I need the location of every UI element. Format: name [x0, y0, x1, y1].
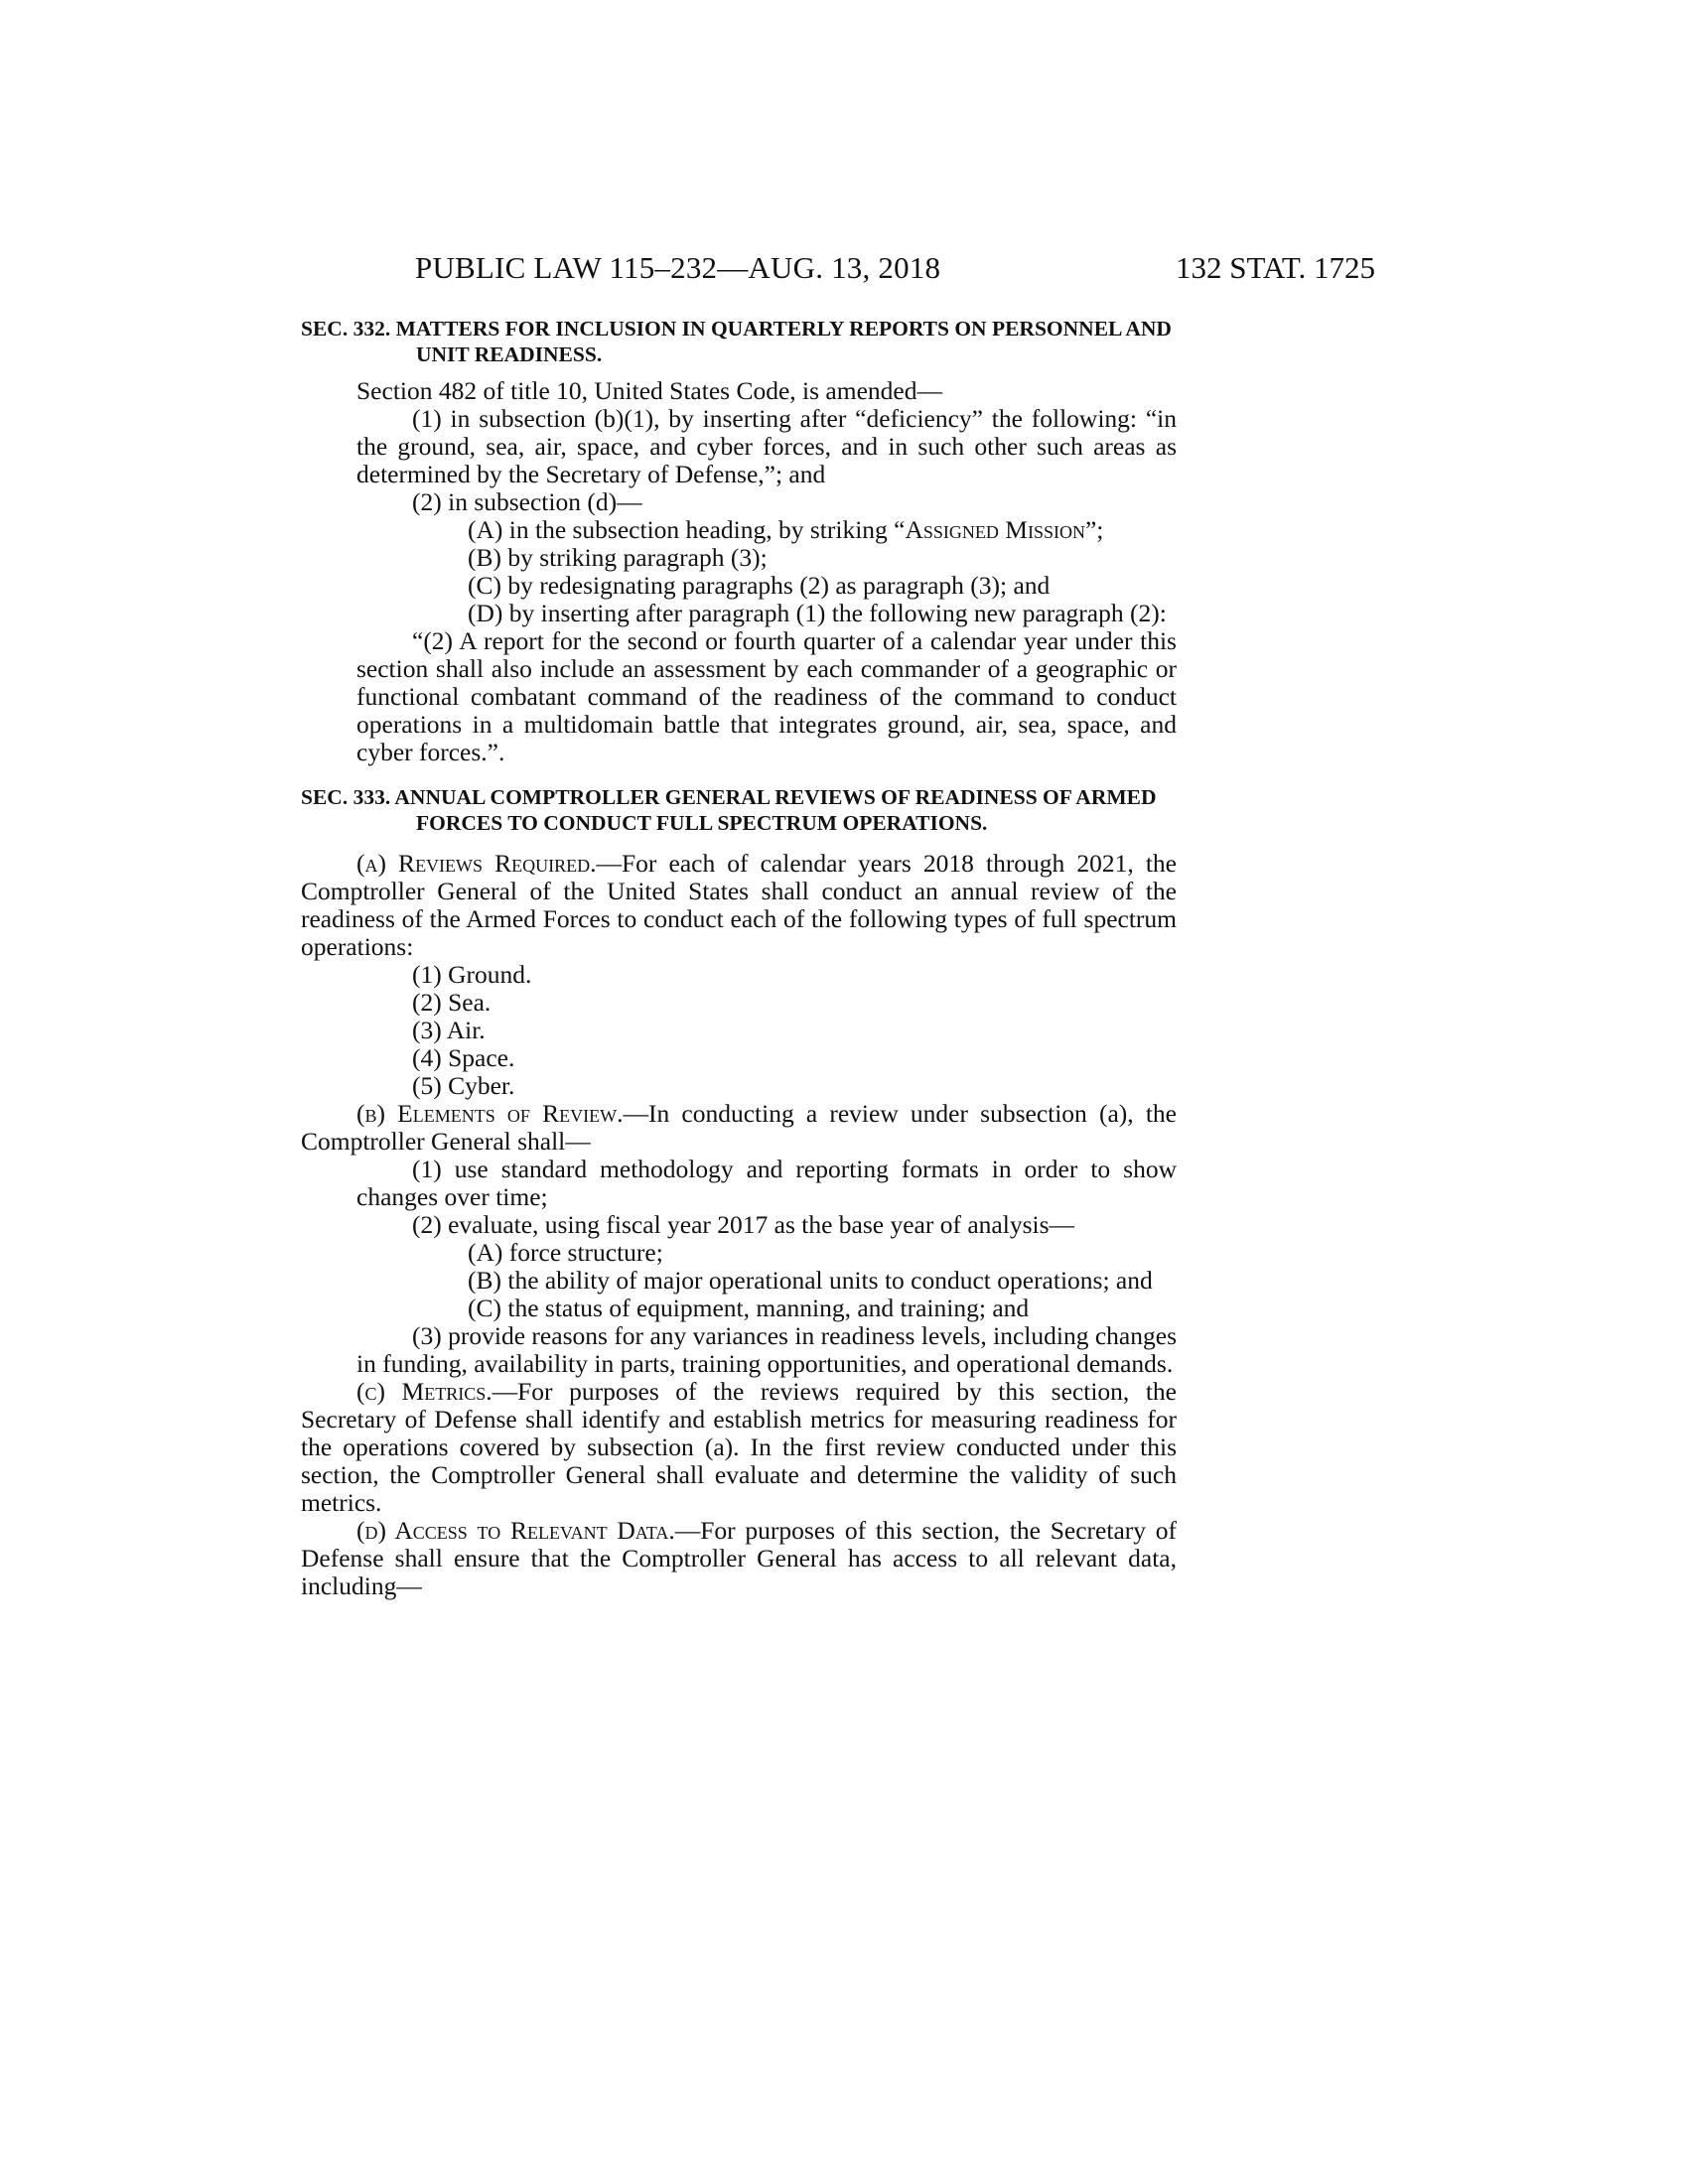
section-332-quoted-paragraph: “(2) A report for the second or fourth quarter of a calendar year under this section shall also include an assessment by each commander of a geographic or functional combatant command of the readiness of the command to conduct operations in a multidomain battle that integrates ground, air, sea, space, and cyber forces.”.: [356, 626, 1177, 766]
section-332-subparagraph-d: (D) by inserting after paragraph (1) the following new paragraph (2):: [468, 599, 1167, 627]
subparagraph-a-text-start: (A) in the subsection heading, by striking “: [468, 515, 906, 544]
section-332-paragraph-2: (2) in subsection (d)—: [412, 487, 642, 516]
subsection-b-subparagraph-b: (B) the ability of major operational units to conduct operations; and: [468, 1266, 1153, 1295]
operation-type-item: (1) Ground.: [412, 960, 532, 989]
subsection-b-elements-of-review: [301, 1100, 1177, 1156]
subsection-c-metrics: [301, 1378, 1177, 1517]
subsection-b-paragraph-2: (2) evaluate, using fiscal year 2017 as the base year of analysis—: [412, 1210, 1075, 1239]
subsection-b-text: —In conducting a review under subsection (a), the Comptroller General shall—: [301, 1099, 1177, 1156]
subsection-c-text: —For purposes of the reviews required by this section, the Secretary of Defense shall identify and establish metrics for measuring readiness for the operations covered by subsection (a). In the first review conducted under this section, the Comptroller General shall evaluate and determine the validity of such metrics.: [301, 1377, 1177, 1517]
statute-page-number: 132 STAT. 1725: [1175, 250, 1375, 285]
section-332-heading: SEC. 332. MATTERS FOR INCLUSION IN QUARTERLY REPORTS ON PERSONNEL AND UNIT READINESS.: [301, 317, 1172, 366]
subparagraph-a-text-end: ”;: [1084, 515, 1104, 544]
subsection-d-access-to-data: [301, 1517, 1177, 1600]
subsection-b-heading: (b) Elements of Review.: [356, 1099, 624, 1128]
subsection-d-text: —For purposes of this section, the Secretary of Defense shall ensure that the Comptroller General has access to all relevant data, including—: [301, 1516, 1178, 1600]
operation-type-item: (2) Sea.: [412, 988, 492, 1017]
public-law-title: PUBLIC LAW 115–232—AUG. 13, 2018: [415, 250, 941, 285]
subsection-d-heading: (d) Access to Relevant Data.: [356, 1516, 675, 1545]
subsection-b-paragraph-1: (1) use standard methodology and reporting formats in order to show changes over time;: [356, 1155, 1177, 1211]
subsection-a-text: —For each of calendar years 2018 through 2021, the Comptroller General of the United States shall conduct an annual review of the readiness of the Armed Forces to conduct each of the following types of full spectrum operations:: [301, 849, 1177, 961]
operation-type-item: (4) Space.: [412, 1043, 515, 1072]
subsection-b-subparagraph-c: (C) the status of equipment, manning, and training; and: [468, 1294, 1030, 1322]
section-332-subparagraph-a: [301, 516, 1177, 544]
section-332-subparagraph-b: (B) by striking paragraph (3);: [468, 543, 768, 572]
operation-type-item: (3) Air.: [412, 1016, 486, 1044]
section-332-paragraph-1: (1) in subsection (b)(1), by inserting after “deficiency” the following: “in the ground, sea, air, space, and cyber forces, and in such other such areas as determined by the Secretary of Defense,”; and: [356, 404, 1177, 488]
subsection-b-subparagraph-a: (A) force structure;: [468, 1238, 663, 1267]
operation-type-item: (5) Cyber.: [412, 1071, 515, 1100]
section-333-heading: SEC. 333. ANNUAL COMPTROLLER GENERAL REVIEWS OF READINESS OF ARMED FORCES TO CONDUCT FULL SPECTRUM OPERATIONS.: [301, 785, 1157, 835]
subsection-c-heading: (c) Metrics.: [356, 1377, 492, 1406]
document-body: [301, 316, 1177, 1600]
section-332-intro: Section 482 of title 10, United States Code, is amended—: [356, 376, 942, 405]
assigned-mission-heading-text: Assigned Mission: [905, 515, 1085, 544]
subsection-a-heading: (a) Reviews Required.: [356, 849, 597, 878]
section-332-subparagraph-c: (C) by redesignating paragraphs (2) as paragraph (3); and: [468, 571, 1051, 600]
subsection-b-paragraph-3: (3) provide reasons for any variances in readiness levels, including changes in funding, availability in parts, training opportunities, and operational demands.: [356, 1321, 1177, 1378]
running-header: [298, 248, 1375, 288]
subsection-a-reviews-required: [301, 850, 1177, 961]
